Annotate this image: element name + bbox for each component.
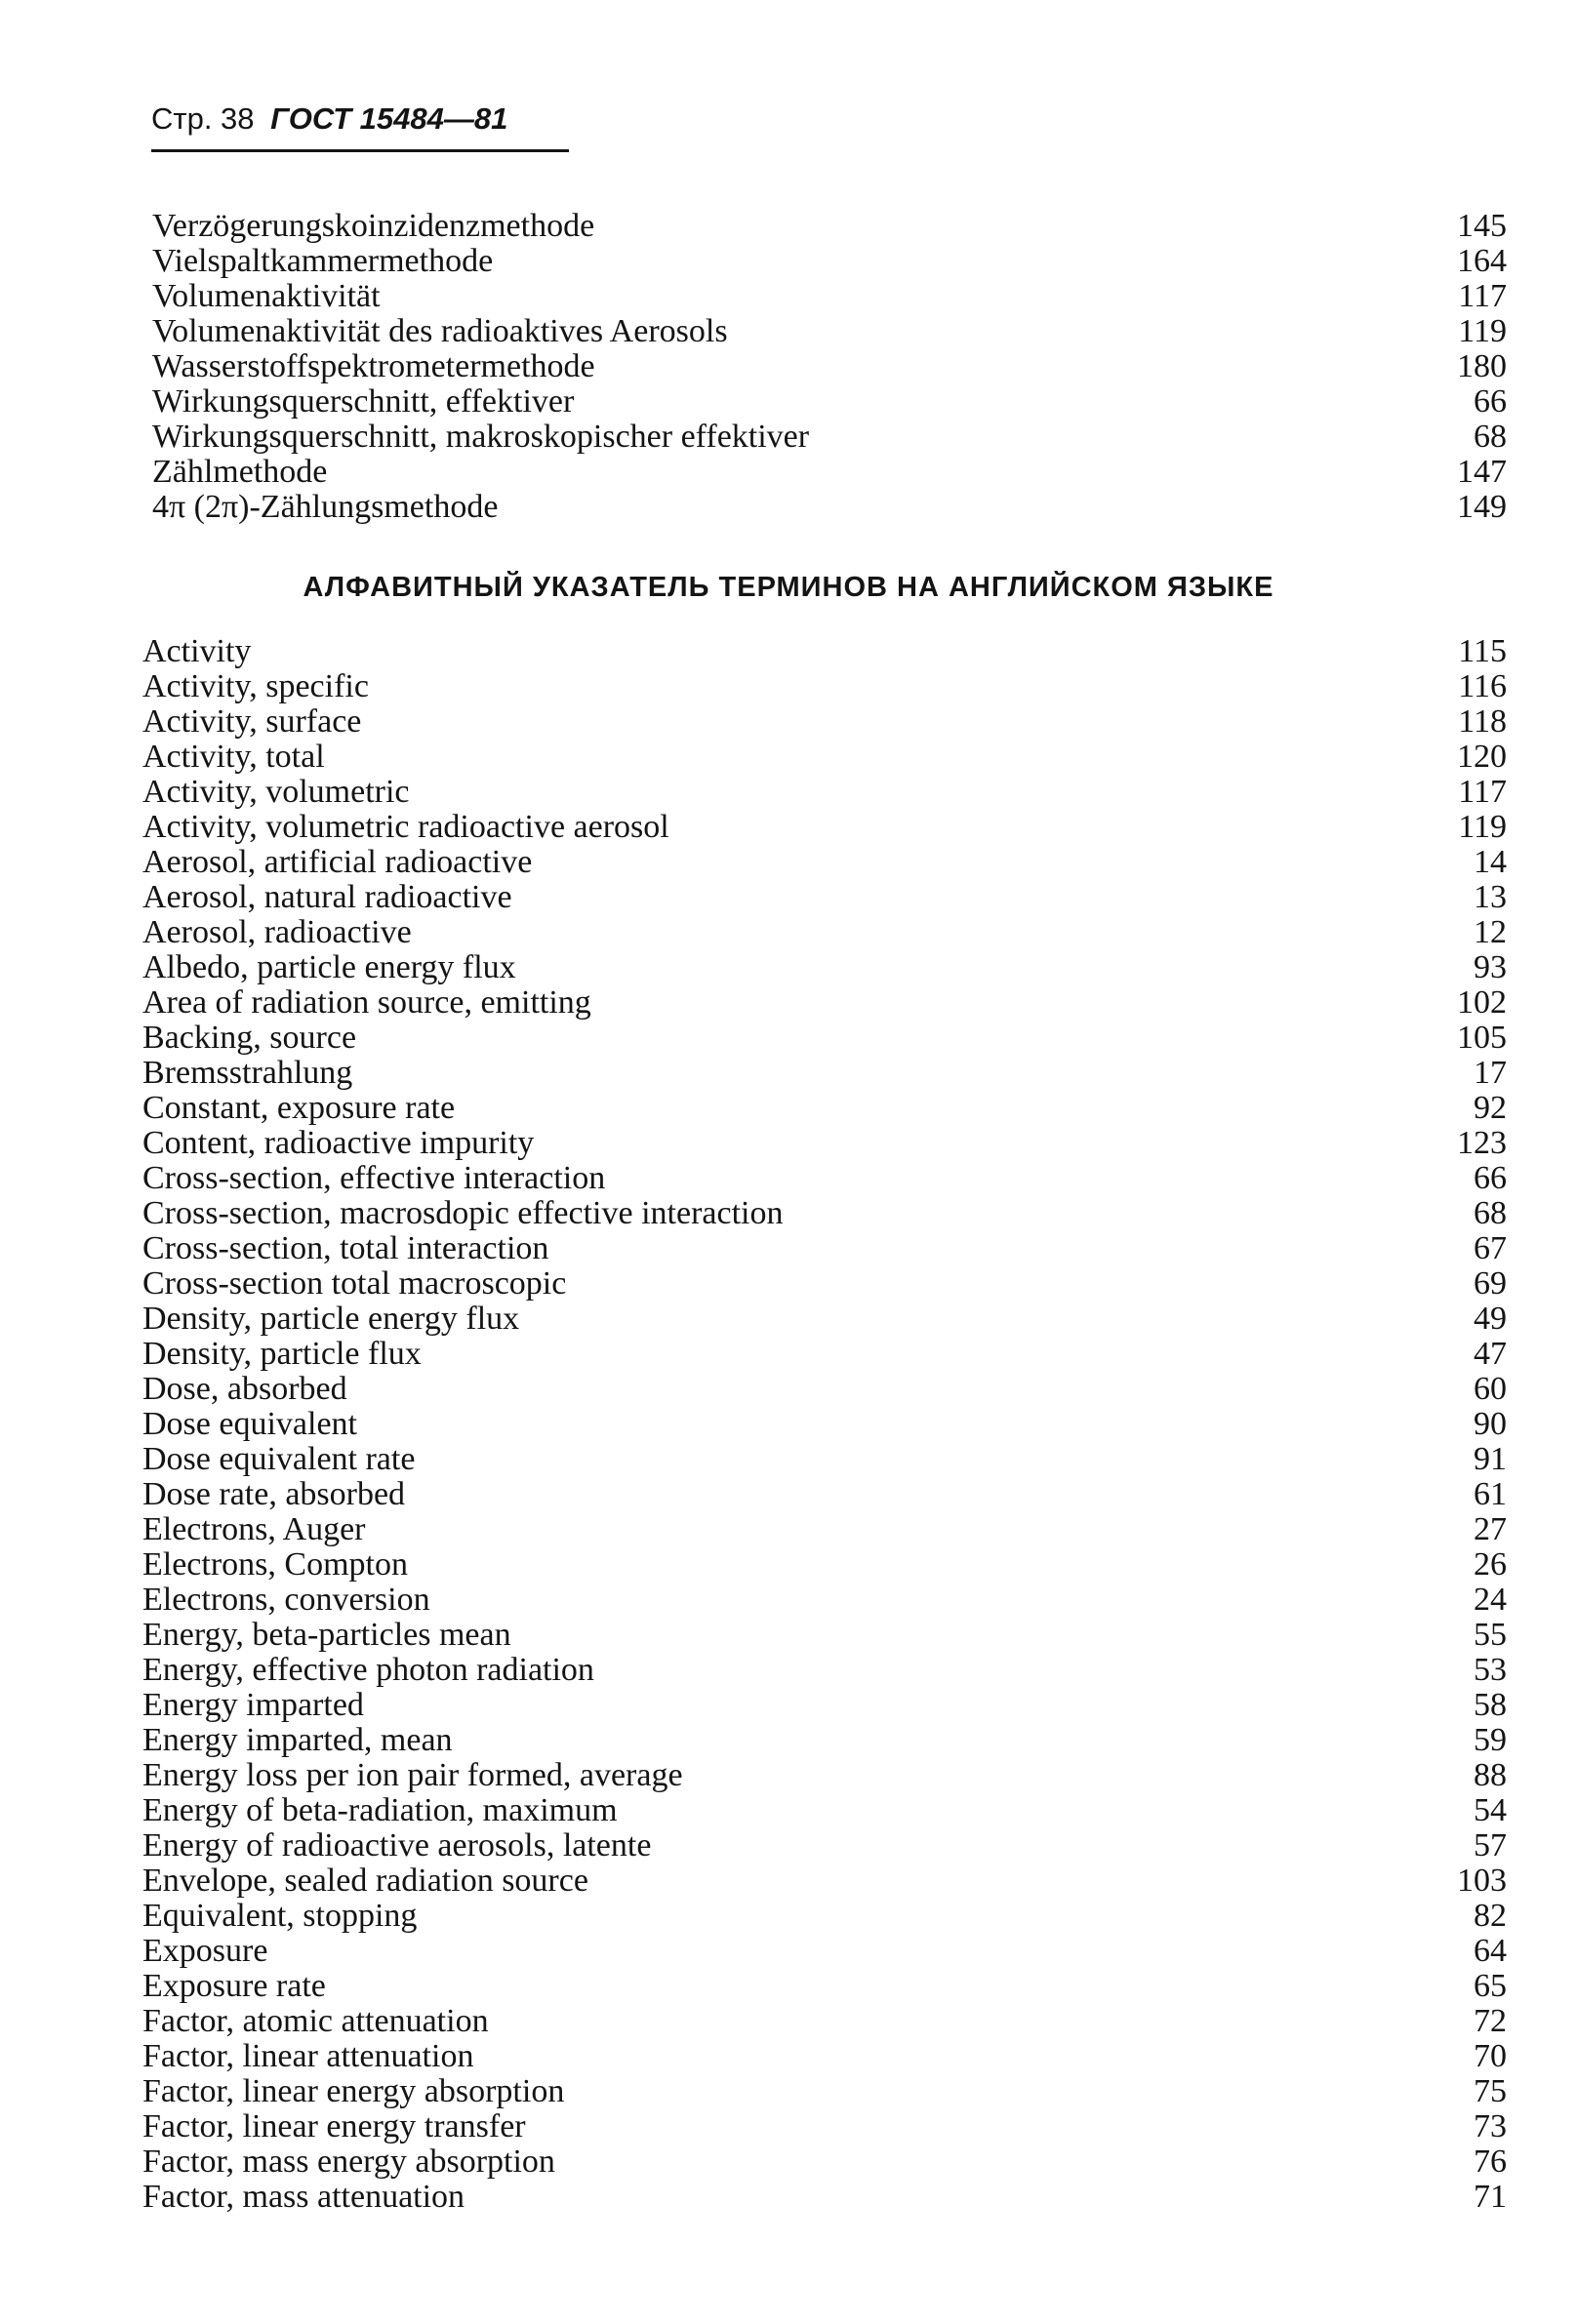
index-term: Exposure <box>142 1933 268 1969</box>
index-entry <box>142 810 1507 845</box>
standard-code: ГОСТ 15484—81 <box>270 101 508 136</box>
index-number: 53 <box>1474 1652 1507 1688</box>
index-term: Dose equivalent rate <box>142 1441 416 1477</box>
index-term: Dose equivalent <box>142 1406 357 1442</box>
index-number: 93 <box>1474 949 1507 985</box>
index-number: 149 <box>1457 489 1507 525</box>
index-entry <box>152 384 1507 420</box>
index-entry <box>142 1231 1507 1266</box>
index-number: 123 <box>1457 1125 1507 1161</box>
index-entry <box>142 1934 1507 1969</box>
index-number: 90 <box>1474 1406 1507 1442</box>
index-entry <box>142 1477 1507 1512</box>
german-index-list <box>152 209 1507 525</box>
index-entry <box>142 1126 1507 1161</box>
index-entry <box>142 2004 1507 2039</box>
index-term: Verzögerungskoinzidenzmethode <box>152 208 595 244</box>
index-entry <box>142 1266 1507 1302</box>
index-number: 103 <box>1457 1863 1507 1899</box>
index-entry <box>142 845 1507 880</box>
index-entry <box>142 1969 1507 2004</box>
index-number: 66 <box>1474 1160 1507 1196</box>
section-title: АЛФАВИТНЫЙ УКАЗАТЕЛЬ ТЕРМИНОВ НА АНГЛИЙСКОМ ЯЗЫКЕ <box>303 572 1274 603</box>
index-number: 117 <box>1458 774 1507 810</box>
index-term: Vielspaltkammermethode <box>152 243 494 279</box>
index-term: Volumenaktivität des radioaktives Aerosols <box>152 313 728 349</box>
index-term: Activity, volumetric <box>142 774 410 810</box>
index-entry <box>142 1337 1507 1372</box>
index-entry <box>142 775 1507 810</box>
index-number: 14 <box>1474 844 1507 880</box>
index-number: 54 <box>1474 1792 1507 1828</box>
index-term: Electrons, Compton <box>142 1546 408 1583</box>
index-entry <box>142 1407 1507 1442</box>
index-term: Wirkungsquerschnitt, makroskopischer effektiver <box>152 419 810 455</box>
index-entry <box>142 1758 1507 1793</box>
index-entry <box>152 420 1507 455</box>
index-term: Bremsstrahlung <box>142 1055 353 1091</box>
index-term: Dose rate, absorbed <box>142 1476 406 1512</box>
index-term: Exposure rate <box>142 1968 326 2004</box>
index-entry <box>142 1302 1507 1337</box>
index-entry <box>152 244 1507 279</box>
index-number: 115 <box>1458 633 1507 669</box>
index-entry <box>142 2180 1507 2215</box>
index-term: Zählmethode <box>152 454 328 490</box>
index-term: Wasserstoffspektrometermethode <box>152 348 595 384</box>
index-entry <box>142 1056 1507 1091</box>
index-entry <box>142 2144 1507 2180</box>
index-entry <box>142 2074 1507 2109</box>
index-number: 120 <box>1457 739 1507 775</box>
index-term: Activity <box>142 633 252 669</box>
index-number: 13 <box>1474 879 1507 915</box>
index-entry <box>142 1583 1507 1618</box>
index-number: 60 <box>1474 1371 1507 1407</box>
index-entry <box>142 985 1507 1021</box>
index-entry <box>142 740 1507 775</box>
index-term: Equivalent, stopping <box>142 1898 418 1934</box>
index-entry <box>142 1372 1507 1407</box>
index-entry <box>142 950 1507 985</box>
index-entry <box>152 455 1507 490</box>
index-number: 27 <box>1474 1511 1507 1547</box>
index-term: Activity, volumetric radioactive aerosol <box>142 809 669 845</box>
index-entry <box>142 634 1507 669</box>
index-number: 180 <box>1457 348 1507 384</box>
index-term: Factor, atomic attenuation <box>142 2003 489 2039</box>
index-term: Cross-section, macrosdopic effective interaction <box>142 1195 784 1231</box>
page-header <box>151 101 507 137</box>
index-entry <box>142 1618 1507 1653</box>
index-number: 73 <box>1474 2108 1507 2144</box>
index-term: Albedo, particle energy flux <box>142 949 516 985</box>
index-entry <box>142 1899 1507 1934</box>
index-entry <box>142 1828 1507 1863</box>
index-term: Factor, linear attenuation <box>142 2038 474 2074</box>
index-term: Factor, mass attenuation <box>142 2179 465 2215</box>
index-number: 58 <box>1474 1687 1507 1723</box>
index-number: 66 <box>1474 383 1507 420</box>
index-entry <box>142 880 1507 915</box>
index-term: Energy loss per ion pair formed, average <box>142 1757 683 1793</box>
index-entry <box>142 1688 1507 1723</box>
index-term: Electrons, Auger <box>142 1511 366 1547</box>
index-entry <box>142 669 1507 704</box>
index-number: 69 <box>1474 1265 1507 1302</box>
index-term: Volumenaktivität <box>152 278 381 314</box>
index-number: 70 <box>1474 2038 1507 2074</box>
index-number: 75 <box>1474 2073 1507 2109</box>
index-number: 116 <box>1458 668 1507 704</box>
index-term: Activity, total <box>142 739 325 775</box>
index-number: 147 <box>1457 454 1507 490</box>
index-entry <box>142 1091 1507 1126</box>
index-entry <box>142 1723 1507 1758</box>
index-number: 47 <box>1474 1336 1507 1372</box>
index-term: Constant, exposure rate <box>142 1090 456 1126</box>
index-number: 119 <box>1458 313 1507 349</box>
index-number: 17 <box>1474 1055 1507 1091</box>
index-term: Activity, surface <box>142 703 362 740</box>
english-index-list <box>142 634 1507 2215</box>
index-number: 64 <box>1474 1933 1507 1969</box>
index-number: 164 <box>1457 243 1507 279</box>
index-number: 24 <box>1474 1582 1507 1618</box>
index-entry <box>142 1653 1507 1688</box>
index-term: Dose, absorbed <box>142 1371 347 1407</box>
index-number: 68 <box>1474 1195 1507 1231</box>
index-entry <box>152 349 1507 384</box>
index-number: 117 <box>1458 278 1507 314</box>
index-number: 76 <box>1474 2144 1507 2180</box>
index-entry <box>142 1442 1507 1477</box>
page-number: Стр. 38 <box>151 101 255 136</box>
index-entry <box>152 209 1507 244</box>
index-number: 67 <box>1474 1230 1507 1266</box>
index-term: Backing, source <box>142 1020 357 1056</box>
index-term: Energy of beta-radiation, maximum <box>142 1792 618 1828</box>
index-number: 82 <box>1474 1898 1507 1934</box>
header-rule <box>151 149 569 152</box>
index-number: 118 <box>1458 703 1507 740</box>
index-term: Energy, effective photon radiation <box>142 1652 594 1688</box>
index-term: Factor, linear energy transfer <box>142 2108 526 2144</box>
index-entry <box>142 1863 1507 1899</box>
index-term: Density, particle energy flux <box>142 1301 520 1337</box>
index-number: 61 <box>1474 1476 1507 1512</box>
index-term: Cross-section, total interaction <box>142 1230 549 1266</box>
index-entry <box>142 915 1507 950</box>
index-entry <box>152 490 1507 525</box>
index-entry <box>142 704 1507 740</box>
index-number: 59 <box>1474 1722 1507 1758</box>
index-entry <box>142 1161 1507 1196</box>
index-number: 102 <box>1457 984 1507 1021</box>
index-number: 72 <box>1474 2003 1507 2039</box>
index-number: 88 <box>1474 1757 1507 1793</box>
index-term: Activity, specific <box>142 668 369 704</box>
index-term: Aerosol, natural radioactive <box>142 879 512 915</box>
index-number: 49 <box>1474 1301 1507 1337</box>
index-term: Cross-section, effective interaction <box>142 1160 606 1196</box>
index-entry <box>142 2109 1507 2144</box>
index-number: 145 <box>1457 208 1507 244</box>
index-term: Aerosol, artificial radioactive <box>142 844 533 880</box>
index-term: 4π (2π)-Zählungsmethode <box>152 489 499 525</box>
index-term: Energy of radioactive aerosols, latente <box>142 1827 652 1863</box>
index-term: Content, radioactive impurity <box>142 1125 535 1161</box>
index-term: Wirkungsquerschnitt, effektiver <box>152 383 575 420</box>
index-term: Energy, beta-particles mean <box>142 1617 511 1653</box>
index-number: 105 <box>1457 1020 1507 1056</box>
index-term: Cross-section total macroscopic <box>142 1265 567 1302</box>
index-term: Energy imparted, mean <box>142 1722 453 1758</box>
index-number: 57 <box>1474 1827 1507 1863</box>
index-term: Envelope, sealed radiation source <box>142 1863 588 1899</box>
index-entry <box>142 1512 1507 1547</box>
index-entry <box>142 1196 1507 1231</box>
index-term: Electrons, conversion <box>142 1582 430 1618</box>
index-term: Aerosol, radioactive <box>142 914 412 950</box>
index-term: Area of radiation source, emitting <box>142 984 591 1021</box>
index-term: Factor, linear energy absorption <box>142 2073 565 2109</box>
index-number: 68 <box>1474 419 1507 455</box>
index-number: 26 <box>1474 1546 1507 1583</box>
index-number: 71 <box>1474 2179 1507 2215</box>
index-number: 12 <box>1474 914 1507 950</box>
index-number: 119 <box>1458 809 1507 845</box>
index-number: 55 <box>1474 1617 1507 1653</box>
index-entry <box>142 1793 1507 1828</box>
index-entry <box>142 1547 1507 1583</box>
index-entry <box>142 1021 1507 1056</box>
index-entry <box>152 279 1507 314</box>
index-number: 65 <box>1474 1968 1507 2004</box>
index-number: 91 <box>1474 1441 1507 1477</box>
index-entry <box>142 2039 1507 2074</box>
index-term: Energy imparted <box>142 1687 364 1723</box>
index-term: Factor, mass energy absorption <box>142 2144 555 2180</box>
index-term: Density, particle flux <box>142 1336 422 1372</box>
index-entry <box>152 314 1507 349</box>
index-number: 92 <box>1474 1090 1507 1126</box>
